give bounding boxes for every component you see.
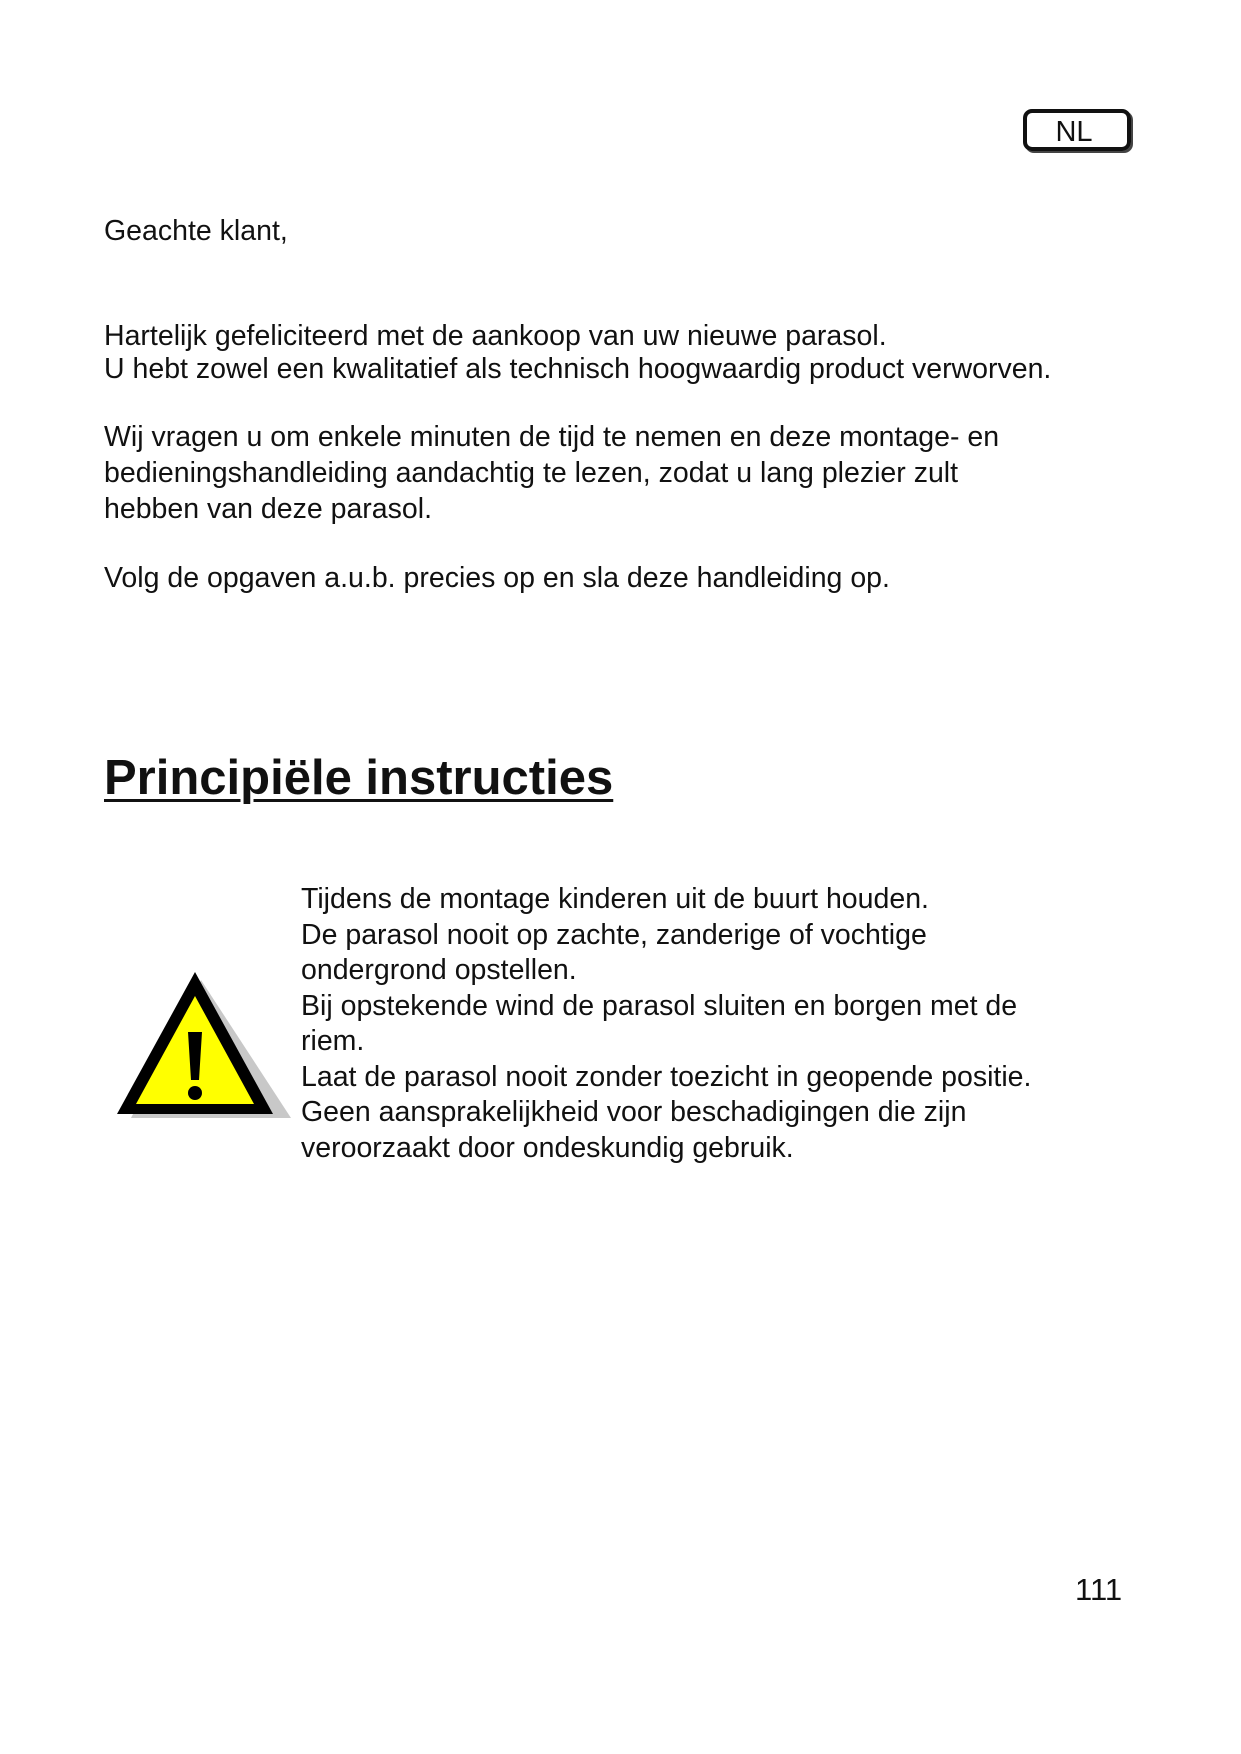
warning-icon bbox=[115, 966, 291, 1124]
instruction-line: riem. bbox=[301, 1025, 365, 1057]
page-number: 111 bbox=[1075, 1572, 1123, 1607]
instruction-line: Bij opstekende wind de parasol sluiten en borgen met de bbox=[301, 989, 1018, 1022]
intro-line: Hartelijk gefeliciteerd met de aankoop van uw nieuwe parasol. bbox=[104, 320, 887, 352]
request-line: hebben van deze parasol. bbox=[104, 493, 433, 525]
instruction-line: Tijdens de montage kinderen uit de buurt houden. bbox=[301, 883, 929, 915]
request-line: bedieningshandleiding aandachtig te lezen, zodat u lang plezier zult bbox=[104, 457, 959, 489]
intro-line: U hebt zowel een kwalitatief als technisch hoogwaardig product verworven. bbox=[104, 353, 1052, 385]
instruction-line: De parasol nooit op zachte, zanderige of vochtige bbox=[301, 918, 927, 951]
instruction-line: Laat de parasol nooit zonder toezicht in geopende positie. bbox=[301, 1060, 1032, 1093]
section-title: Principiële instructies bbox=[104, 751, 614, 805]
request-line: Wij vragen u om enkele minuten de tijd te nemen en deze montage- en bbox=[104, 421, 1000, 453]
exclamation-dot bbox=[188, 1086, 202, 1100]
instruction-list bbox=[301, 882, 1031, 1166]
instruction-line: Geen aansprakelijkheid voor beschadigingen die zijn bbox=[301, 1096, 967, 1128]
greeting: Geachte klant, bbox=[104, 215, 288, 247]
instruction-line: veroorzaakt door ondeskundig gebruik. bbox=[301, 1131, 794, 1164]
follow-instructions: Volg de opgaven a.u.b. precies op en sla deze handleiding op. bbox=[104, 562, 890, 594]
language-badge: NL bbox=[1023, 109, 1131, 151]
instruction-line: ondergrond opstellen. bbox=[301, 954, 577, 986]
